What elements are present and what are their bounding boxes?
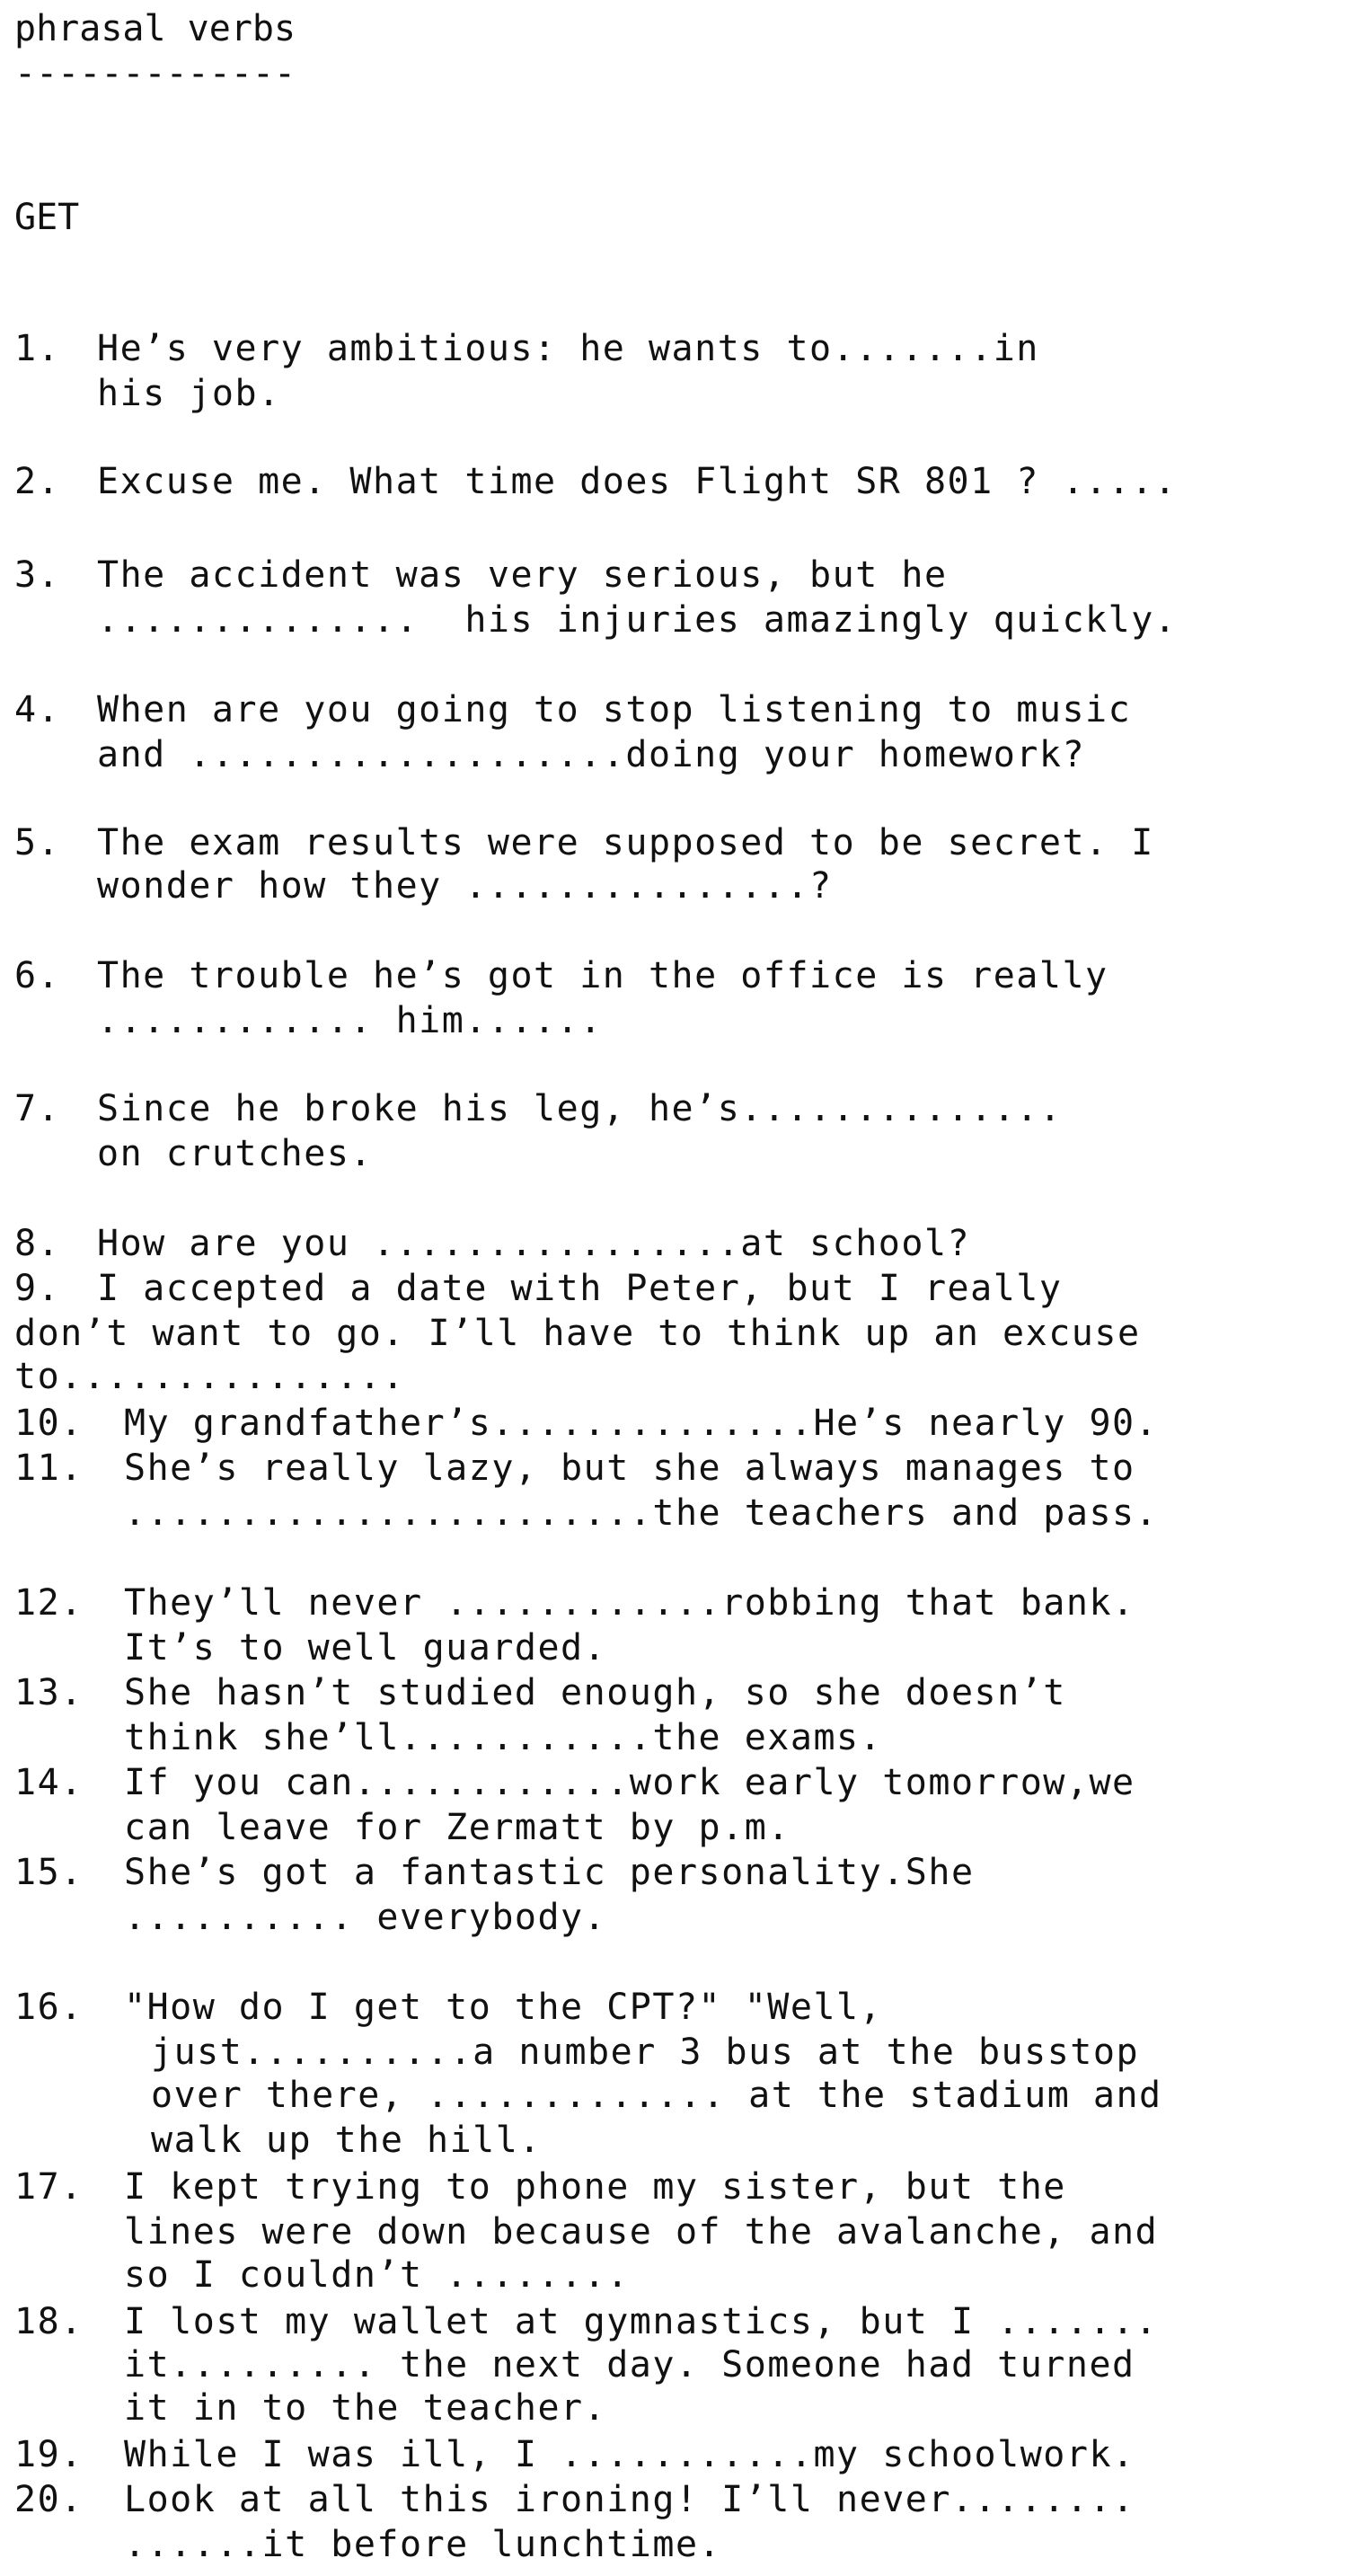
item-12-line-2: It’s to well guarded. bbox=[124, 1627, 607, 1669]
item-10-number: 10. bbox=[14, 1403, 84, 1444]
title-underline: ------------- bbox=[14, 53, 296, 94]
item-11-line-2: .......................the teachers and pass. bbox=[124, 1492, 1159, 1534]
item-13-line-2: think she’ll...........the exams. bbox=[124, 1717, 883, 1758]
item-18-line-2: it......... the next day. Someone had turned bbox=[124, 2344, 1135, 2386]
item-18-number: 18. bbox=[14, 2301, 84, 2342]
item-11-number: 11. bbox=[14, 1447, 84, 1489]
item-10-line-1: My grandfather’s..............He’s nearly 90. bbox=[124, 1403, 1159, 1444]
item-14-number: 14. bbox=[14, 1762, 84, 1803]
section-heading: GET bbox=[14, 197, 80, 238]
item-16-line-3: over there, ............. at the stadium and bbox=[151, 2075, 1162, 2116]
item-7-number: 7. bbox=[14, 1088, 61, 1129]
item-16-line-1: "How do I get to the CPT?" "Well, bbox=[124, 1987, 883, 2028]
item-8-number: 8. bbox=[14, 1223, 61, 1264]
item-14-line-1: If you can............work early tomorrow,we bbox=[124, 1762, 1135, 1803]
item-9-line-2: don’t want to go. I’ll have to think up an excuse bbox=[14, 1313, 1141, 1354]
item-5-line-1: The exam results were supposed to be secret. I bbox=[97, 822, 1154, 863]
item-3-line-2: .............. his injuries amazingly quickly. bbox=[97, 599, 1178, 641]
item-20-line-1: Look at all this ironing! I’ll never........ bbox=[124, 2479, 1135, 2520]
item-19-line-1: While I was ill, I ...........my schoolwork. bbox=[124, 2434, 1135, 2475]
item-17-number: 17. bbox=[14, 2166, 84, 2208]
item-4-number: 4. bbox=[14, 689, 61, 730]
item-6-number: 6. bbox=[14, 955, 61, 996]
item-13-line-1: She hasn’t studied enough, so she doesn’t bbox=[124, 1672, 1066, 1713]
item-16-line-2: just..........a number 3 bus at the busstop bbox=[151, 2032, 1140, 2073]
item-2-line-1: Excuse me. What time does Flight SR 801 ? ..... bbox=[97, 461, 1178, 502]
item-17-line-2: lines were down because of the avalanche, and bbox=[124, 2211, 1159, 2253]
item-15-line-1: She’s got a fantastic personality.She bbox=[124, 1852, 975, 1893]
item-1-line-1: He’s very ambitious: he wants to.......in bbox=[97, 328, 1039, 369]
item-3-line-1: The accident was very serious, but he bbox=[97, 554, 948, 596]
item-1-line-2: his job. bbox=[97, 373, 281, 414]
item-14-line-2: can leave for Zermatt by p.m. bbox=[124, 1807, 790, 1848]
item-12-line-1: They’ll never ............robbing that bank. bbox=[124, 1582, 1135, 1624]
item-6-line-1: The trouble he’s got in the office is really bbox=[97, 955, 1108, 996]
item-20-line-2: ......it before lunchtime. bbox=[124, 2524, 722, 2565]
item-3-number: 3. bbox=[14, 554, 61, 596]
item-19-number: 19. bbox=[14, 2434, 84, 2475]
item-11-line-1: She’s really lazy, but she always manages to bbox=[124, 1447, 1135, 1489]
item-7-line-1: Since he broke his leg, he’s.............. bbox=[97, 1088, 1063, 1129]
item-16-number: 16. bbox=[14, 1987, 84, 2028]
item-9-number: 9. bbox=[14, 1268, 61, 1309]
item-20-number: 20. bbox=[14, 2479, 84, 2520]
item-9-line-1: I accepted a date with Peter, but I really bbox=[97, 1268, 1063, 1309]
item-18-line-3: it in to the teacher. bbox=[124, 2387, 607, 2429]
item-15-line-2: .......... everybody. bbox=[124, 1897, 607, 1938]
item-7-line-2: on crutches. bbox=[97, 1133, 373, 1174]
item-5-line-2: wonder how they ...............? bbox=[97, 865, 833, 907]
item-17-line-1: I kept trying to phone my sister, but the bbox=[124, 2166, 1066, 2208]
document-title: phrasal verbs bbox=[14, 8, 296, 49]
item-16-line-4: walk up the hill. bbox=[151, 2120, 542, 2161]
item-18-line-1: I lost my wallet at gymnastics, but I ....... bbox=[124, 2301, 1159, 2342]
item-9-line-3: to............... bbox=[14, 1356, 405, 1397]
item-8-line-1: How are you ................at school? bbox=[97, 1223, 971, 1264]
item-4-line-1: When are you going to stop listening to music bbox=[97, 689, 1132, 730]
item-1-number: 1. bbox=[14, 328, 61, 369]
item-2-number: 2. bbox=[14, 461, 61, 502]
item-6-line-2: ............ him...... bbox=[97, 1000, 603, 1041]
item-12-number: 12. bbox=[14, 1582, 84, 1624]
item-13-number: 13. bbox=[14, 1672, 84, 1713]
item-4-line-2: and ...................doing your homework? bbox=[97, 734, 1086, 775]
item-5-number: 5. bbox=[14, 822, 61, 863]
item-17-line-3: so I couldn’t ........ bbox=[124, 2254, 630, 2296]
item-15-number: 15. bbox=[14, 1852, 84, 1893]
